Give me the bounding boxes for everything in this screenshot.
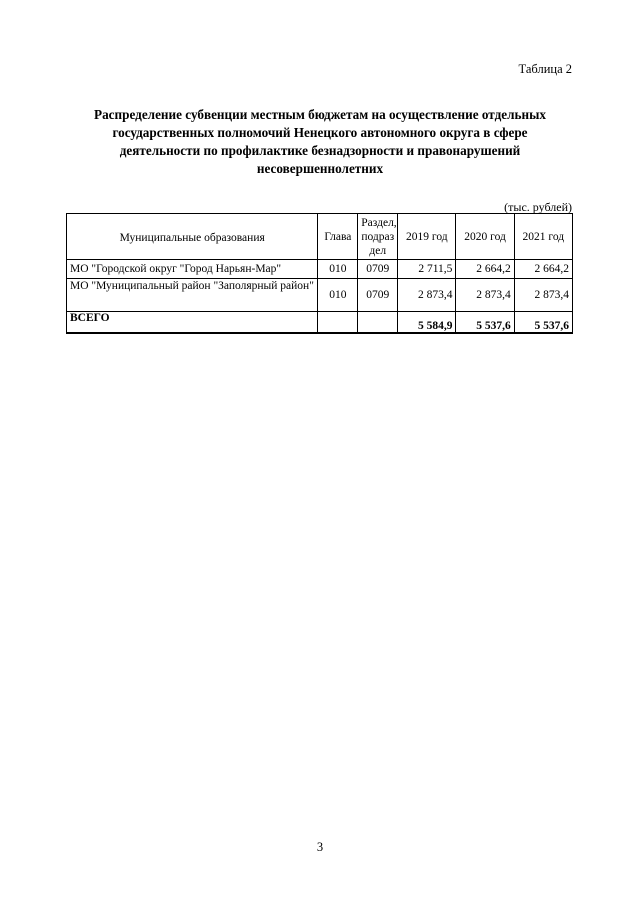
header-2020: 2020 год <box>456 214 514 260</box>
cell-municipality: МО "Муниципальный район "Заполярный район" <box>67 279 318 312</box>
cell-2021: 2 873,4 <box>514 279 572 312</box>
cell-glava <box>318 312 358 333</box>
table-caption: Таблица 2 <box>518 62 572 76</box>
cell-razdel: 0709 <box>358 260 398 279</box>
table-row <box>67 279 573 312</box>
cell-glava: 010 <box>318 279 358 312</box>
cell-razdel <box>358 312 398 333</box>
header-razdel: Раздел, подраз дел <box>358 214 398 260</box>
cell-total-2021: 5 537,6 <box>514 312 572 333</box>
units-label: (тыс. рублей) <box>504 200 572 214</box>
cell-2019: 2 873,4 <box>398 279 456 312</box>
cell-2021: 2 664,2 <box>514 260 572 279</box>
subsidy-table <box>66 213 573 334</box>
page-number: 3 <box>316 840 324 854</box>
table-row <box>67 260 573 279</box>
cell-razdel: 0709 <box>358 279 398 312</box>
cell-2019: 2 711,5 <box>398 260 456 279</box>
document-title: Распределение субвенции местным бюджетам на осуществление отдельных государственных полномочий Ненецкого автономного округа в сфере деятельности по профилактике безнадзорности и правонарушений несовершеннолетних <box>94 107 546 176</box>
header-glava: Глава <box>318 214 358 260</box>
header-2021: 2021 год <box>514 214 572 260</box>
cell-total-2020: 5 537,6 <box>456 312 514 333</box>
cell-glava: 010 <box>318 260 358 279</box>
total-row <box>67 312 573 333</box>
table-header-row <box>67 214 573 260</box>
header-2019: 2019 год <box>398 214 456 260</box>
cell-municipality: МО "Городской округ "Город Нарьян-Мар" <box>67 260 318 279</box>
cell-2020: 2 873,4 <box>456 279 514 312</box>
cell-total-2019: 5 584,9 <box>398 312 456 333</box>
header-municipalities: Муниципальные образования <box>67 214 318 260</box>
cell-2020: 2 664,2 <box>456 260 514 279</box>
cell-total-label: ВСЕГО <box>67 312 318 333</box>
